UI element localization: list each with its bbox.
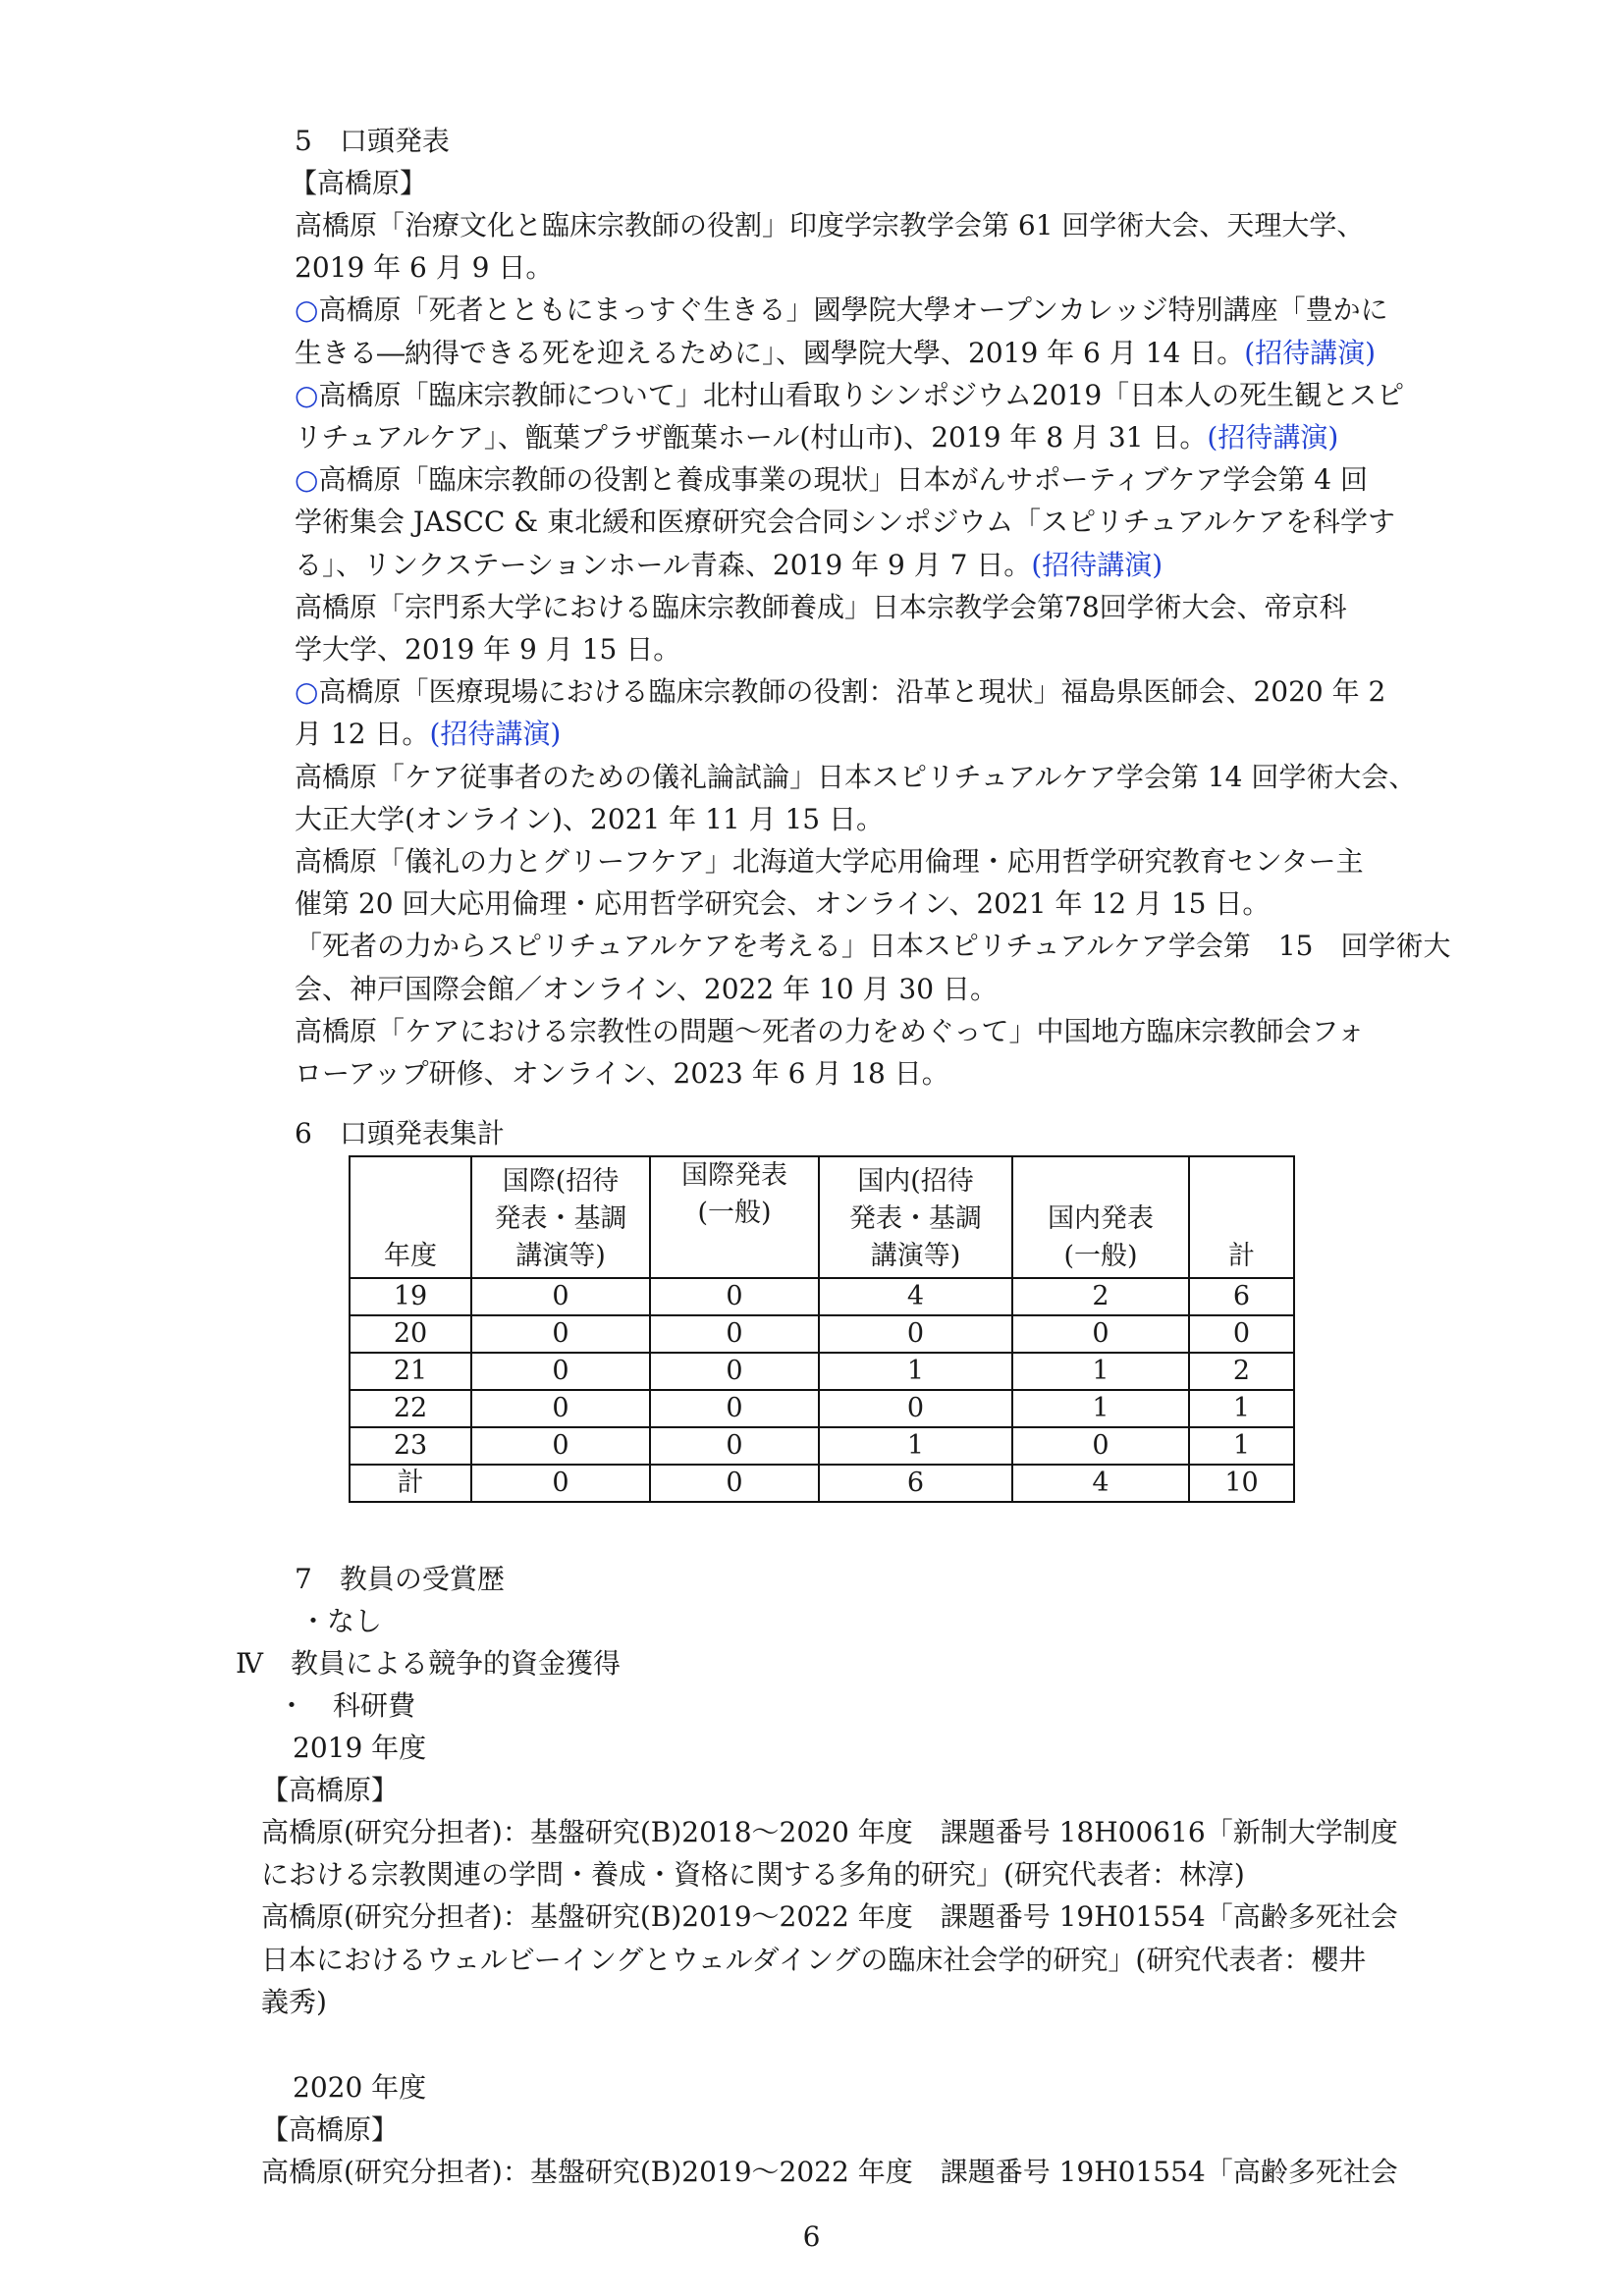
circle-marker: ○ xyxy=(295,675,319,708)
invited-talk-label: (招待講演) xyxy=(1244,337,1377,369)
table-cell: 1 xyxy=(1012,1353,1189,1390)
presentation-line xyxy=(295,927,1450,966)
year-2019-heading: 2019 年度 xyxy=(293,1732,427,1764)
line-text: 月 12 日。 xyxy=(295,718,430,750)
grant-line: 高橋原(研究分担者)：基盤研究(B)2018～2020 年度 課題番号 18H00616「新制大学制度 xyxy=(261,1816,1398,1848)
presentation-line xyxy=(295,842,1364,881)
presentation-line xyxy=(295,248,553,288)
table-row xyxy=(350,1390,1294,1427)
table-cell: 1 xyxy=(1012,1390,1189,1427)
table-cell: 0 xyxy=(650,1390,819,1427)
table-cell: 4 xyxy=(1012,1465,1189,1502)
line-text: 催第 20 回大応用倫理・応用哲学研究会、オンライン、2021 年 12 月 15 日。 xyxy=(295,887,1271,920)
line-text: リチュアルケア」、甑葉プラザ甑葉ホール(村山市)、2019 年 8 月 31 日。 xyxy=(295,421,1208,454)
table-cell: 0 xyxy=(471,1315,650,1353)
line-text: 大正大学(オンライン)、2021 年 11 月 15 日。 xyxy=(295,803,885,835)
presentation-line xyxy=(295,800,884,839)
presentation-line xyxy=(295,376,1404,415)
table-cell: 1 xyxy=(819,1353,1012,1390)
oral-presentation-summary-table xyxy=(349,1155,1295,1503)
invited-talk-label: (招待講演) xyxy=(429,718,562,750)
table-cell: 0 xyxy=(819,1390,1012,1427)
section4-sub: ・ 科研費 xyxy=(278,1689,416,1722)
presentation-line xyxy=(295,630,680,669)
line-text: 「死者の力からスピリチュアルケアを考える」日本スピリチュアルケア学会第 15 回学術大 xyxy=(295,930,1451,962)
table-header-row xyxy=(350,1156,1294,1278)
line-text: 高橋原「ケアにおける宗教性の問題～死者の力をめぐって」中国地方臨床宗教師会フォ xyxy=(295,1015,1366,1047)
invited-talk-label: (招待講演) xyxy=(1207,421,1339,454)
presentation-line xyxy=(295,970,998,1009)
presentation-line xyxy=(295,291,1388,330)
table-cell: 1 xyxy=(819,1427,1012,1465)
header-intl-invited: 国際(招待 発表・基調 講演等) xyxy=(471,1156,650,1278)
line-text: 高橋原「臨床宗教師について」北村山看取りシンポジウム2019「日本人の死生観とスピ xyxy=(318,379,1405,411)
table-cell: 0 xyxy=(650,1465,819,1502)
presentation-line xyxy=(295,672,1385,712)
grant-line: 高橋原(研究分担者)：基盤研究(B)2019～2022 年度 課題番号 19H01554「高齢多死社会 xyxy=(261,1900,1398,1933)
section5-author-label: 【高橋原】 xyxy=(290,167,428,199)
table-row xyxy=(350,1427,1294,1465)
line-text: 高橋原「宗門系大学における臨床宗教師養成」日本宗教学会第78回学術大会、帝京科 xyxy=(295,591,1347,623)
line-text: 2019 年 6 月 9 日。 xyxy=(295,251,554,284)
table-cell: 6 xyxy=(819,1465,1012,1502)
table-cell: 21 xyxy=(350,1353,471,1390)
presentation-line xyxy=(295,460,1368,500)
line-text: ローアップ研修、オンライン、2023 年 6 月 18 日。 xyxy=(295,1057,949,1090)
table-cell: 0 xyxy=(1012,1315,1189,1353)
line-text: 高橋原「医療現場における臨床宗教師の役割：沿革と現状」福島県医師会、2020 年 2 xyxy=(318,675,1386,708)
grant-line: 義秀) xyxy=(261,1986,327,2018)
table-cell: 6 xyxy=(1189,1278,1294,1315)
header-domestic-invited: 国内(招待 発表・基調 講演等) xyxy=(819,1156,1012,1278)
header-intl-general: 国際発表 (一般) xyxy=(650,1156,819,1278)
presentation-line xyxy=(295,546,1163,585)
line-text: 学術集会 JASCC & 東北緩和医療研究会合同シンポジウム「スピリチュアルケアを科学す xyxy=(295,506,1396,538)
table-cell: 計 xyxy=(350,1465,471,1502)
table-cell: 0 xyxy=(471,1427,650,1465)
line-text: 会、神戸国際会館／オンライン、2022 年 10 月 30 日。 xyxy=(295,973,998,1005)
table-cell: 23 xyxy=(350,1427,471,1465)
presentation-line xyxy=(295,715,561,754)
presentation-line xyxy=(295,418,1338,457)
table-cell: 10 xyxy=(1189,1465,1294,1502)
author-label-2019: 【高橋原】 xyxy=(261,1774,400,1806)
presentation-line xyxy=(295,503,1395,542)
table-row xyxy=(350,1353,1294,1390)
section7-heading: 7 教員の受賞歴 xyxy=(295,1563,505,1595)
table-cell: 0 xyxy=(471,1465,650,1502)
table-cell: 0 xyxy=(1012,1427,1189,1465)
line-text: 高橋原「ケア従事者のための儀礼論試論」日本スピリチュアルケア学会第 14 回学術大会、 xyxy=(295,761,1417,793)
presentation-line xyxy=(295,334,1376,373)
table-row xyxy=(350,1465,1294,1502)
line-text: 学大学、2019 年 9 月 15 日。 xyxy=(295,633,681,666)
table-cell: 2 xyxy=(1189,1353,1294,1390)
grant-line: における宗教関連の学問・養成・資格に関する多角的研究」(研究代表者：林淳) xyxy=(261,1858,1245,1891)
line-text: 生きる―納得できる死を迎えるために」、國學院大學、2019 年 6 月 14 日。 xyxy=(295,337,1245,369)
line-text: る」、リンクステーションホール青森、2019 年 9 月 7 日。 xyxy=(295,549,1032,581)
table-cell: 1 xyxy=(1189,1390,1294,1427)
circle-marker: ○ xyxy=(295,463,319,496)
page-number: 6 xyxy=(802,2220,821,2253)
line-text: 高橋原「儀礼の力とグリーフケア」北海道大学応用倫理・応用哲学研究教育センター主 xyxy=(295,845,1364,878)
table-cell: 0 xyxy=(819,1315,1012,1353)
line-text: 高橋原「臨床宗教師の役割と養成事業の現状」日本がんサポーティブケア学会第 4 回 xyxy=(318,463,1368,496)
table-cell: 0 xyxy=(650,1427,819,1465)
header-total: 計 xyxy=(1189,1156,1294,1278)
table-cell: 0 xyxy=(650,1278,819,1315)
table-cell: 2 xyxy=(1012,1278,1189,1315)
header-domestic-general: 国内発表 (一般) xyxy=(1012,1156,1189,1278)
table-body xyxy=(350,1278,1294,1502)
presentation-line xyxy=(295,884,1270,924)
table-cell: 1 xyxy=(1189,1427,1294,1465)
year-2020-heading: 2020 年度 xyxy=(293,2071,427,2104)
table-cell: 0 xyxy=(1189,1315,1294,1353)
grant-line: 高橋原(研究分担者)：基盤研究(B)2019～2022 年度 課題番号 19H01554「高齢多死社会 xyxy=(261,2156,1398,2188)
section6-heading: 6 口頭発表集計 xyxy=(295,1117,505,1149)
table-cell: 0 xyxy=(650,1353,819,1390)
section5-heading: 5 口頭発表 xyxy=(295,125,450,157)
circle-marker: ○ xyxy=(295,294,319,326)
table-cell: 0 xyxy=(471,1278,650,1315)
table-row xyxy=(350,1278,1294,1315)
table-row xyxy=(350,1315,1294,1353)
table-cell: 0 xyxy=(650,1315,819,1353)
invited-talk-label: (招待講演) xyxy=(1031,549,1163,581)
line-text: 高橋原「死者とともにまっすぐ生きる」國學院大學オープンカレッジ特別講座「豊かに xyxy=(318,294,1388,326)
author-label-2020: 【高橋原】 xyxy=(261,2113,400,2146)
header-year: 年度 xyxy=(350,1156,471,1278)
presentation-line xyxy=(295,758,1416,797)
table-cell: 20 xyxy=(350,1315,471,1353)
table-cell: 0 xyxy=(471,1353,650,1390)
grant-line: 日本におけるウェルビーイングとウェルダイングの臨床社会学的研究」(研究代表者：櫻井 xyxy=(261,1944,1367,1976)
table-cell: 4 xyxy=(819,1278,1012,1315)
section7-item: ・なし xyxy=(299,1605,383,1637)
line-text: 高橋原「治療文化と臨床宗教師の役割」印度学宗教学会第 61 回学術大会、天理大学、 xyxy=(295,209,1365,241)
presentation-line xyxy=(295,206,1364,245)
table-cell: 0 xyxy=(471,1390,650,1427)
presentation-line xyxy=(295,588,1347,627)
table-cell: 19 xyxy=(350,1278,471,1315)
presentation-line xyxy=(295,1012,1365,1051)
table-cell: 22 xyxy=(350,1390,471,1427)
circle-marker: ○ xyxy=(295,379,319,411)
presentation-line xyxy=(295,1054,949,1094)
section4-heading: Ⅳ 教員による競争的資金獲得 xyxy=(236,1647,621,1680)
